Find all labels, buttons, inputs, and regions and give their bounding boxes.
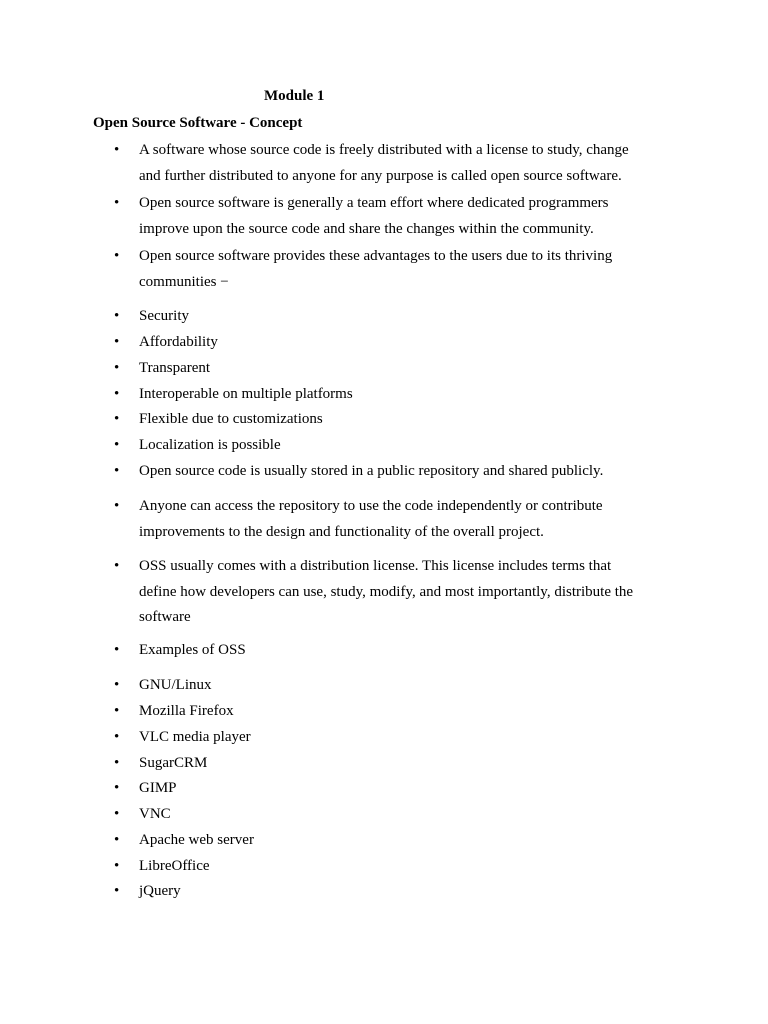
- list-item-line: improve upon the source code and share the changes within the community.: [139, 220, 594, 237]
- list-item-line: define how developers can use, study, modify, and most importantly, distribute the: [139, 583, 634, 600]
- list-item-line: VNC: [139, 806, 171, 822]
- list-item-line: communities −: [139, 273, 229, 290]
- list-item-line: OSS usually comes with a distribution license. This license includes terms that: [139, 558, 612, 574]
- list-item-line: jQuery: [139, 883, 181, 899]
- bullet-marker: •: [114, 463, 120, 479]
- list-item-line: SugarCRM: [139, 755, 208, 771]
- bullet-marker: •: [114, 498, 120, 514]
- list-item-line: LibreOffice: [139, 858, 210, 874]
- list-item-text: [139, 382, 659, 408]
- list-item-text: [139, 356, 659, 382]
- list-item-line: VLC media player: [139, 729, 251, 745]
- list-item-text: [139, 554, 659, 631]
- bullet-marker: •: [114, 642, 120, 658]
- bullet-marker: •: [114, 755, 120, 771]
- list-item-line: A software whose source code is freely distributed with a license to study, change: [139, 142, 629, 158]
- bullet-marker: •: [114, 832, 120, 848]
- bullet-marker: •: [114, 729, 120, 745]
- list-item-line: Mozilla Firefox: [139, 703, 234, 719]
- list-item-text: [139, 673, 659, 699]
- list-item-text: [139, 854, 659, 880]
- list-item-line: and further distributed to anyone for any purpose is called open source software.: [139, 167, 622, 184]
- list-item-line: Examples of OSS: [139, 642, 246, 658]
- list-item-text: [139, 776, 659, 802]
- bullet-marker: •: [114, 308, 120, 324]
- bullet-marker: •: [114, 806, 120, 822]
- list-item-text: [139, 244, 659, 295]
- list-item-text: [139, 304, 659, 330]
- bullet-marker: •: [114, 386, 120, 402]
- list-item-line: software: [139, 609, 191, 625]
- bullet-marker: •: [114, 360, 120, 376]
- list-item-line: Flexible due to customizations: [139, 411, 323, 427]
- list-item-line: Localization is possible: [139, 437, 281, 453]
- list-item-text: [139, 751, 659, 777]
- list-item-text: [139, 802, 659, 828]
- list-item-text: [139, 407, 659, 433]
- list-item-text: [139, 433, 659, 459]
- bullet-marker: •: [114, 437, 120, 453]
- list-item-line: Transparent: [139, 360, 211, 376]
- section-heading: Open Source Software - Concept: [93, 115, 303, 131]
- bullet-marker: •: [114, 780, 120, 796]
- list-item-line: Open source code is usually stored in a public repository and shared publicly.: [139, 463, 604, 479]
- bullet-marker: •: [114, 334, 120, 350]
- bullet-marker: •: [114, 703, 120, 719]
- list-item-line: Security: [139, 308, 189, 324]
- bullet-marker: •: [114, 195, 120, 211]
- bullet-marker: •: [114, 677, 120, 693]
- bullet-marker: •: [114, 248, 120, 264]
- list-item-text: [139, 459, 659, 485]
- list-item-text: [139, 725, 659, 751]
- list-item-text: [139, 828, 659, 854]
- list-item-line: GNU/Linux: [139, 677, 212, 693]
- list-item-text: [139, 699, 659, 725]
- list-item-text: [139, 330, 659, 356]
- bullet-marker: •: [114, 411, 120, 427]
- list-item-line: Interoperable on multiple platforms: [139, 386, 353, 402]
- list-item-line: Affordability: [139, 334, 218, 350]
- list-item-text: [139, 191, 659, 242]
- list-item-text: [139, 494, 659, 545]
- list-item-line: improvements to the design and functionality of the overall project.: [139, 523, 544, 540]
- list-item-text: [139, 638, 659, 664]
- list-item-line: Anyone can access the repository to use the code independently or contribute: [139, 498, 603, 514]
- bullet-marker: •: [114, 858, 120, 874]
- bullet-marker: •: [114, 883, 120, 899]
- list-item-text: [139, 879, 659, 905]
- bullet-marker: •: [114, 558, 120, 574]
- list-item-line: Open source software is generally a team effort where dedicated programmers: [139, 195, 609, 211]
- module-title: Module 1: [264, 88, 325, 104]
- list-item-line: Apache web server: [139, 832, 254, 848]
- list-item-text: [139, 138, 659, 189]
- list-item-line: Open source software provides these advantages to the users due to its thriving: [139, 248, 613, 264]
- bullet-marker: •: [114, 142, 120, 158]
- list-item-line: GIMP: [139, 780, 177, 796]
